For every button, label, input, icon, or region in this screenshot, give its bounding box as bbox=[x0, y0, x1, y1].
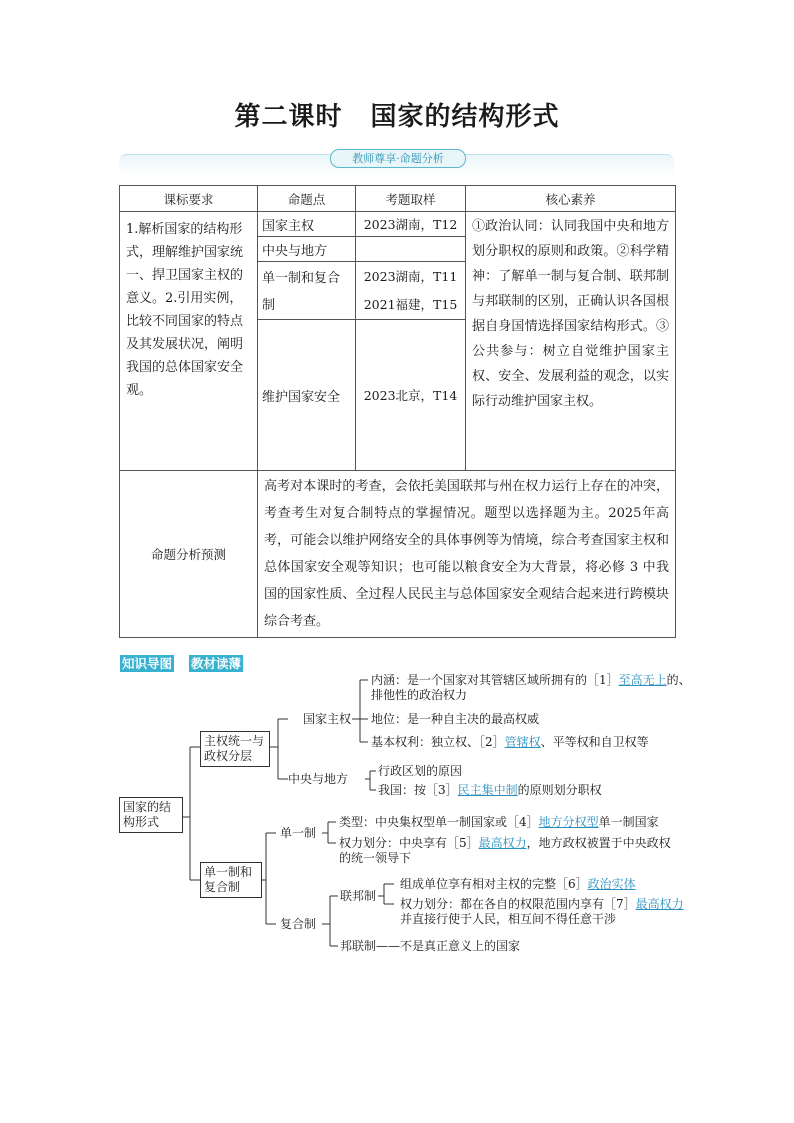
answer-2: 管辖权 bbox=[504, 735, 541, 749]
header-cell: 考题取样 bbox=[356, 186, 466, 212]
huafen1-line-2: 的统一领导下 bbox=[339, 851, 412, 865]
huafen2-line-2: 并直接行使于人民，相互间不得任意干涉 bbox=[400, 912, 617, 926]
answer-4: 地方分权型 bbox=[538, 815, 599, 829]
answer-6: 政治实体 bbox=[587, 877, 636, 891]
answer-7: 最高权力 bbox=[635, 897, 684, 911]
huafen1-line: 权力划分：中央享有［5］最高权力，地方政权被置于中央政权 bbox=[339, 836, 671, 850]
banner-label: 教师尊享·命题分析 bbox=[330, 149, 466, 168]
node-central-local: 中央与地方 bbox=[288, 772, 349, 786]
point-cell: 单一制和复合制 bbox=[258, 262, 356, 320]
header-cell: 课标要求 bbox=[120, 186, 258, 212]
point-cell: 维护国家安全 bbox=[258, 320, 356, 471]
node-federal: 联邦制 bbox=[340, 889, 377, 903]
point-cell: 国家主权 bbox=[258, 212, 356, 237]
header-cell: 核心素养 bbox=[466, 186, 676, 212]
sample-cell: 2023湖南，T12 bbox=[356, 212, 466, 237]
forecast-cell: 高考对本课时的考查，会依托美国联邦与州在权力运行上存在的冲突，考查考生对复合制特点的掌握情况。题型以选择题为主。2025年高考，可能会以维护网络安全的具体事例等为情境，综合考查国家主权和总体国家安全观等知识；也可能以粮食安全为大背景，将必修 3 中我国的国家性质、全过程人民民主与总体国家安全观结合起来进行跨模块综合考查。 bbox=[258, 471, 676, 638]
diwei-line: 地位：是一种自主决的最高权威 bbox=[371, 712, 540, 726]
title-topic: 国家的结构形式 bbox=[370, 102, 560, 132]
answer-1: 至高无上 bbox=[618, 673, 667, 687]
forecast-label: 命题分析预测 bbox=[120, 471, 258, 638]
xingzheng-line: 行政区划的原因 bbox=[378, 764, 463, 778]
zucheng-line: 组成单位享有相对主权的完整［6］政治实体 bbox=[400, 877, 636, 891]
title-lesson: 第二课时 bbox=[234, 102, 343, 132]
answer-3: 民主集中制 bbox=[457, 783, 518, 797]
tag-textbook: 教材读薄 bbox=[191, 656, 242, 671]
requirement-cell: 1.解析国家的结构形式，理解维护国家统一、捍卫国家主权的意义。2.引用实例，比较不同国家的特点及其发展状况，阐明我国的总体国家安全观。 bbox=[120, 212, 258, 471]
sample-cell: 2021福建，T15 bbox=[356, 290, 466, 320]
node-unitary: 单一制 bbox=[280, 826, 317, 840]
tag-knowledge-map: 知识导图 bbox=[122, 656, 173, 671]
neihan-line: 内涵：是一个国家对其管辖区域所拥有的［1］至高无上的、 bbox=[371, 673, 691, 687]
neihan-line-2: 排他性的政治权力 bbox=[371, 688, 468, 702]
sample-cell: 2023湖南，T11 bbox=[356, 262, 466, 290]
huafen2-line: 权力划分：都在各自的权限范围内享有［7］最高权力 bbox=[400, 897, 684, 911]
node-sovereignty: 国家主权 bbox=[303, 712, 352, 726]
point-cell: 中央与地方 bbox=[258, 237, 356, 262]
node-confederation: 邦联制 bbox=[340, 939, 377, 953]
branch-structure: 单一制和复合制 bbox=[200, 862, 262, 898]
sample-cell: 2023北京，T14 bbox=[356, 320, 466, 471]
root-node: 国家的结构形式 bbox=[119, 797, 183, 833]
answer-5: 最高权力 bbox=[478, 836, 527, 850]
node-composite: 复合制 bbox=[280, 917, 317, 931]
literacy-cell: ①政治认同：认同我国中央和地方划分职权的原则和政策。②科学精神：了解单一制与复合制、联邦制与邦联制的区别，正确认识各国根据自身国情选择国家结构形式。③公共参与：树立自觉维护国家主权、安全、发展利益的观念，以实际行动维护国家主权。 bbox=[466, 212, 676, 471]
leixing-line: 类型：中央集权型单一制国家或［4］地方分权型单一制国家 bbox=[339, 815, 659, 829]
quanli-line: 基本权利：独立权、［2］管辖权、平等权和自卫权等 bbox=[371, 735, 649, 749]
header-cell: 命题点 bbox=[258, 186, 356, 212]
confed-line: 邦联制——不是真正意义上的国家 bbox=[340, 939, 521, 953]
branch-sovereignty: 主权统一与政权分层 bbox=[200, 731, 270, 767]
woguo-line: 我国：按［3］民主集中制的原则划分职权 bbox=[378, 783, 602, 797]
